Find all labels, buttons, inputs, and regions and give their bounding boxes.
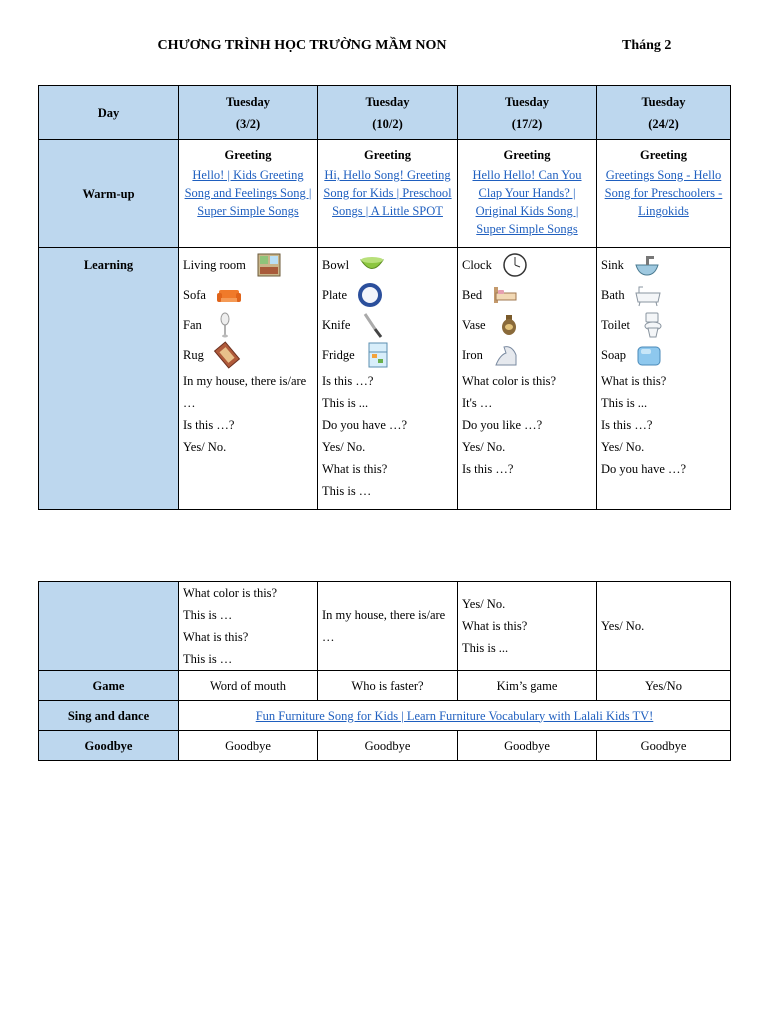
vocab-label: Fridge	[322, 348, 355, 362]
vocab-item	[183, 280, 313, 310]
knife-icon	[358, 310, 388, 340]
phrase: …	[183, 396, 196, 410]
vase-icon	[494, 310, 524, 340]
learning-continued-cell	[458, 582, 597, 671]
phrase: …	[322, 630, 335, 644]
phrase: Is this …?	[601, 418, 653, 432]
vocab-item	[322, 250, 453, 280]
vocab-label: Vase	[462, 318, 486, 332]
warmup-cell	[179, 140, 318, 248]
vocab-item	[183, 340, 313, 370]
day-header	[597, 86, 731, 140]
warmup-cell	[458, 140, 597, 248]
vocab-item	[462, 250, 592, 280]
goodbye-cell: Goodbye	[597, 731, 731, 761]
vocab-label: Bed	[462, 288, 483, 302]
vocab-item	[462, 310, 592, 340]
video-link[interactable]: Greetings Song - Hello Song for Preschoolers - Lingokids	[604, 168, 723, 218]
vocab-item	[601, 340, 726, 370]
day-label: Day	[39, 86, 179, 140]
goodbye-row	[39, 731, 731, 761]
sofa-icon	[214, 280, 244, 310]
vocab-label: Bath	[601, 288, 625, 302]
learning-cell	[597, 248, 731, 510]
vocab-label: Fan	[183, 318, 202, 332]
vocab-label: Bowl	[322, 258, 350, 272]
phrase: This is …	[322, 484, 372, 498]
goodbye-cell: Goodbye	[458, 731, 597, 761]
day-name: Tuesday	[641, 94, 686, 109]
schedule-table-continued	[38, 581, 731, 761]
phrase: What color is this?	[183, 586, 278, 600]
sing-label: Sing and dance	[39, 701, 179, 731]
day-header	[458, 86, 597, 140]
bowl-icon	[357, 250, 387, 280]
phrase: What is this?	[601, 374, 667, 388]
phrase: Is this …?	[462, 462, 514, 476]
learning-cell	[179, 248, 318, 510]
vocab-label: Sink	[601, 258, 624, 272]
game-label: Game	[39, 671, 179, 701]
day-name: Tuesday	[225, 94, 270, 109]
rug-icon	[212, 340, 242, 370]
day-date: (24/2)	[648, 116, 679, 131]
phrase: Yes/ No.	[601, 440, 645, 454]
phrase: Is this …?	[183, 418, 235, 432]
vocab-label: Knife	[322, 318, 351, 332]
learning-cell	[318, 248, 458, 510]
vocab-label: Rug	[183, 348, 204, 362]
vocab-item	[462, 280, 592, 310]
learning-continued-label	[39, 582, 179, 671]
fridge-icon	[363, 340, 393, 370]
vocab-label: Toilet	[601, 318, 630, 332]
phrase: What is this?	[322, 462, 388, 476]
clock-icon	[500, 250, 530, 280]
phrase: This is ...	[601, 396, 648, 410]
day-date: (17/2)	[511, 116, 543, 131]
phrase: In my house, there is/are	[183, 374, 307, 388]
warmup-cell	[597, 140, 731, 248]
vocab-label: Living room	[183, 258, 246, 272]
phrase: This is ...	[462, 641, 509, 655]
day-date: (3/2)	[235, 116, 261, 131]
day-header	[318, 86, 458, 140]
greeting-title: Greeting	[224, 148, 272, 162]
vocab-item	[601, 310, 726, 340]
day-name: Tuesday	[365, 94, 410, 109]
phrase: Yes/ No.	[601, 619, 645, 633]
day-header	[179, 86, 318, 140]
game-cell: Kim’s game	[458, 671, 597, 701]
vocab-item	[322, 340, 453, 370]
day-name: Tuesday	[504, 94, 549, 109]
phrase: In my house, there is/are	[322, 608, 446, 622]
goodbye-cell: Goodbye	[318, 731, 458, 761]
goodbye-cell: Goodbye	[179, 731, 318, 761]
phrase: Do you have …?	[322, 418, 408, 432]
iron-icon	[491, 340, 521, 370]
month-label: Tháng 2	[622, 38, 672, 53]
learning-row	[39, 248, 731, 510]
phrase: Yes/ No.	[183, 440, 227, 454]
toilet-icon	[638, 310, 668, 340]
vocab-item	[183, 310, 313, 340]
game-cell: Yes/No	[597, 671, 731, 701]
video-link[interactable]: Hello! | Kids Greeting Song and Feelings Song | Super Simple Songs	[184, 168, 312, 218]
greeting-title: Greeting	[503, 148, 551, 162]
plate-icon	[355, 280, 385, 310]
learning-continued-cell	[179, 582, 318, 671]
vocab-label: Iron	[462, 348, 483, 362]
soap-icon	[634, 340, 664, 370]
vocab-label: Soap	[601, 348, 626, 362]
vocab-item	[183, 250, 313, 280]
sink-icon	[632, 250, 662, 280]
vocab-item	[462, 340, 592, 370]
game-cell: Word of mouth	[179, 671, 318, 701]
warmup-row	[39, 140, 731, 248]
phrase: Do you like …?	[462, 418, 543, 432]
video-link[interactable]: Hi, Hello Song! Greeting Song for Kids | Preschool Songs | A Little SPOT	[323, 168, 452, 218]
greeting-title: Greeting	[364, 148, 411, 162]
day-date: (10/2)	[372, 116, 403, 131]
phrase: This is …	[183, 608, 233, 622]
goodbye-label: Goodbye	[39, 731, 179, 761]
sing-row	[39, 701, 731, 731]
video-link[interactable]: Hello Hello! Can You Clap Your Hands? | Original Kids Song | Super Simple Songs	[472, 168, 582, 236]
warmup-cell	[318, 140, 458, 248]
warmup-label: Warm-up	[39, 140, 179, 248]
sing-cell	[179, 701, 731, 731]
day-row	[39, 86, 731, 140]
vocab-item	[322, 280, 453, 310]
phrase: Yes/ No.	[462, 440, 506, 454]
bed-icon	[490, 280, 520, 310]
learning-continued-row	[39, 582, 731, 671]
fan-icon	[210, 310, 240, 340]
phrase: What is this?	[183, 630, 249, 644]
video-link[interactable]: Fun Furniture Song for Kids | Learn Furniture Vocabulary with Lalali Kids TV!	[255, 708, 654, 723]
vocab-item	[601, 250, 726, 280]
game-row	[39, 671, 731, 701]
greeting-title: Greeting	[640, 148, 687, 162]
vocab-item	[322, 310, 453, 340]
phrase: Is this …?	[322, 374, 374, 388]
schedule-table	[38, 85, 731, 510]
learning-continued-cell	[318, 582, 458, 671]
phrase: What color is this?	[462, 374, 557, 388]
vocab-label: Plate	[322, 288, 347, 302]
phrase: Yes/ No.	[462, 597, 506, 611]
game-cell: Who is faster?	[318, 671, 458, 701]
vocab-label: Sofa	[183, 288, 206, 302]
phrase: Do you have …?	[601, 462, 687, 476]
vocab-item	[601, 280, 726, 310]
learning-label: Learning	[39, 248, 179, 510]
phrase: What is this?	[462, 619, 528, 633]
phrase: Yes/ No.	[322, 440, 366, 454]
bath-icon	[633, 280, 663, 310]
page-title: CHƯƠNG TRÌNH HỌC TRƯỜNG MẦM NON	[157, 38, 447, 53]
learning-cell	[458, 248, 597, 510]
phrase: It's …	[462, 396, 493, 410]
phrase: This is …	[183, 652, 233, 666]
vocab-label: Clock	[462, 258, 492, 272]
learning-continued-cell	[597, 582, 731, 671]
phrase: This is ...	[322, 396, 369, 410]
living-room-icon	[254, 250, 284, 280]
